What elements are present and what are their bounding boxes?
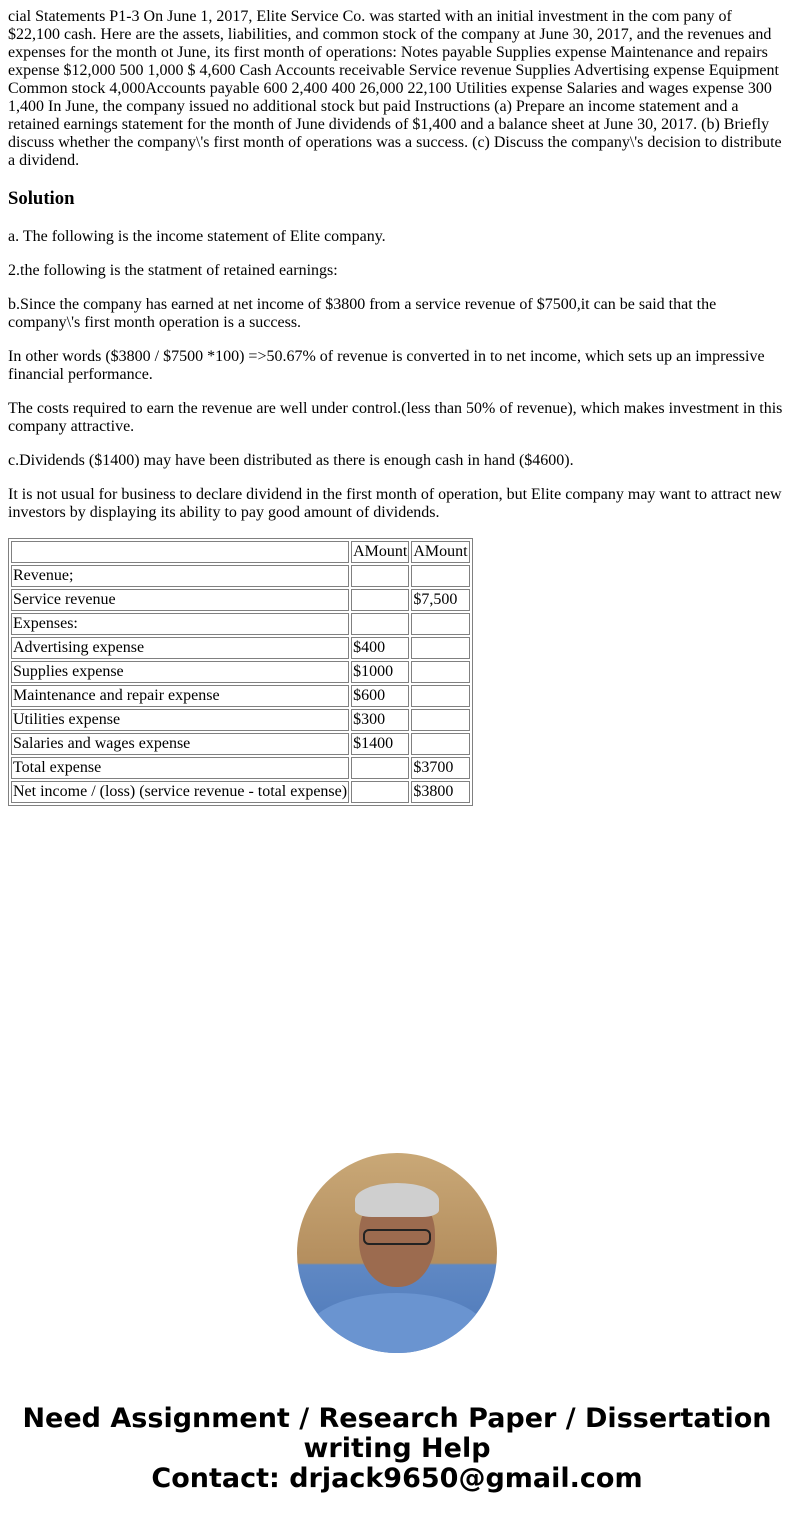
table-cell-amount: $1400: [351, 733, 409, 755]
paragraph: c.Dividends ($1400) may have been distributed as there is enough cash in hand ($4600).: [8, 452, 574, 469]
paragraph: In other words ($3800 / $7500 *100) =>50.67% of revenue is converted in to net income, which sets up an impressive financial performance.: [8, 348, 765, 383]
table-row: [11, 613, 470, 635]
table-row: [11, 757, 470, 779]
table-cell-amount: $400: [351, 637, 409, 659]
contact-banner: [0, 1404, 794, 1494]
table-cell-amount: [411, 709, 469, 731]
table-row: [11, 685, 470, 707]
footer-line: Need Assignment / Research Paper / Dissertation: [22, 1403, 772, 1434]
table-cell-label: Maintenance and repair expense: [11, 685, 349, 707]
table-cell-amount: [411, 613, 469, 635]
table-cell-amount: $7,500: [411, 589, 469, 611]
paragraph: a. The following is the income statement of Elite company.: [8, 228, 386, 245]
question-text: cial Statements P1-3 On June 1, 2017, Elite Service Co. was started with an initial investment in the com pany of $22,100 cash. Here are the assets, liabilities, and common stock of the company at June 30, 2017, and the revenues and expenses for the month ot June, its first month of operations: Notes payable Supplies expense Maintenance and repairs expense $12,000 500 1,000 $ 4,600 Cash Accounts receivable Service revenue Supplies Advertising expense Equipment Common stock 4,000Accounts payable 600 2,400 400 26,000 22,100 Utilities expense Salaries and wages expense 300 1,400 In June, the company issued no additional stock but paid Instructions (a) Prepare an income statement and a retained earnings statement for the month of June dividends of $1,400 and a balance sheet at June 30, 2017. (b) Briefly discuss whether the company\'s first month of operations was a success. (c) Discuss the company\'s decision to distribute a dividend.: [8, 8, 782, 169]
table-cell-label: Total expense: [11, 757, 349, 779]
table-row: [11, 709, 470, 731]
table-row: [11, 781, 470, 803]
table-cell-label: Expenses:: [11, 613, 349, 635]
paragraph: The costs required to earn the revenue are well under control.(less than 50% of revenue), which makes investment in this company attractive.: [8, 400, 783, 435]
table-cell-amount: [351, 565, 409, 587]
paragraph: b.Since the company has earned at net income of $3800 from a service revenue of $7500,it can be said that the company\'s first month operation is a success.: [8, 296, 717, 331]
table-cell-label: Revenue;: [11, 565, 349, 587]
table-cell-amount: [411, 661, 469, 683]
author-photo: [297, 1153, 497, 1353]
table-row: [11, 637, 470, 659]
table-cell-label: Net income / (loss) (service revenue - total expense): [11, 781, 349, 803]
table-cell-amount: [351, 757, 409, 779]
table-cell-label: Utilities expense: [11, 709, 349, 731]
table-row: [11, 733, 470, 755]
table-cell-amount: [411, 733, 469, 755]
footer-line: writing Help: [303, 1433, 491, 1464]
table-cell-amount: [351, 781, 409, 803]
table-cell-label: Supplies expense: [11, 661, 349, 683]
table-cell-label: Salaries and wages expense: [11, 733, 349, 755]
table-cell-amount: [411, 637, 469, 659]
table-cell-amount: [351, 589, 409, 611]
table-cell-amount: $600: [351, 685, 409, 707]
footer-contact: Contact: drjack9650@gmail.com: [151, 1463, 643, 1494]
table-cell-amount: [411, 565, 469, 587]
paragraph: It is not usual for business to declare dividend in the first month of operation, but Elite company may want to attract new investors by displaying its ability to pay good amount of dividends.: [8, 486, 782, 521]
solution-heading: Solution: [8, 188, 75, 209]
table-header-row: [11, 541, 470, 563]
table-cell-label: [11, 541, 349, 563]
table-row: [11, 565, 470, 587]
table-cell-label: Advertising expense: [11, 637, 349, 659]
table-cell-amount: $1000: [351, 661, 409, 683]
table-row: [11, 661, 470, 683]
table-cell-amount: AMount: [351, 541, 409, 563]
table-cell-amount: $3800: [411, 781, 469, 803]
table-cell-label: Service revenue: [11, 589, 349, 611]
table-cell-amount: $300: [351, 709, 409, 731]
income-statement-table: [8, 538, 473, 806]
paragraph: 2.the following is the statment of retained earnings:: [8, 262, 338, 279]
table-row: [11, 589, 470, 611]
table-cell-amount: $3700: [411, 757, 469, 779]
table-cell-amount: [351, 613, 409, 635]
table-cell-amount: AMount: [411, 541, 469, 563]
table-cell-amount: [411, 685, 469, 707]
